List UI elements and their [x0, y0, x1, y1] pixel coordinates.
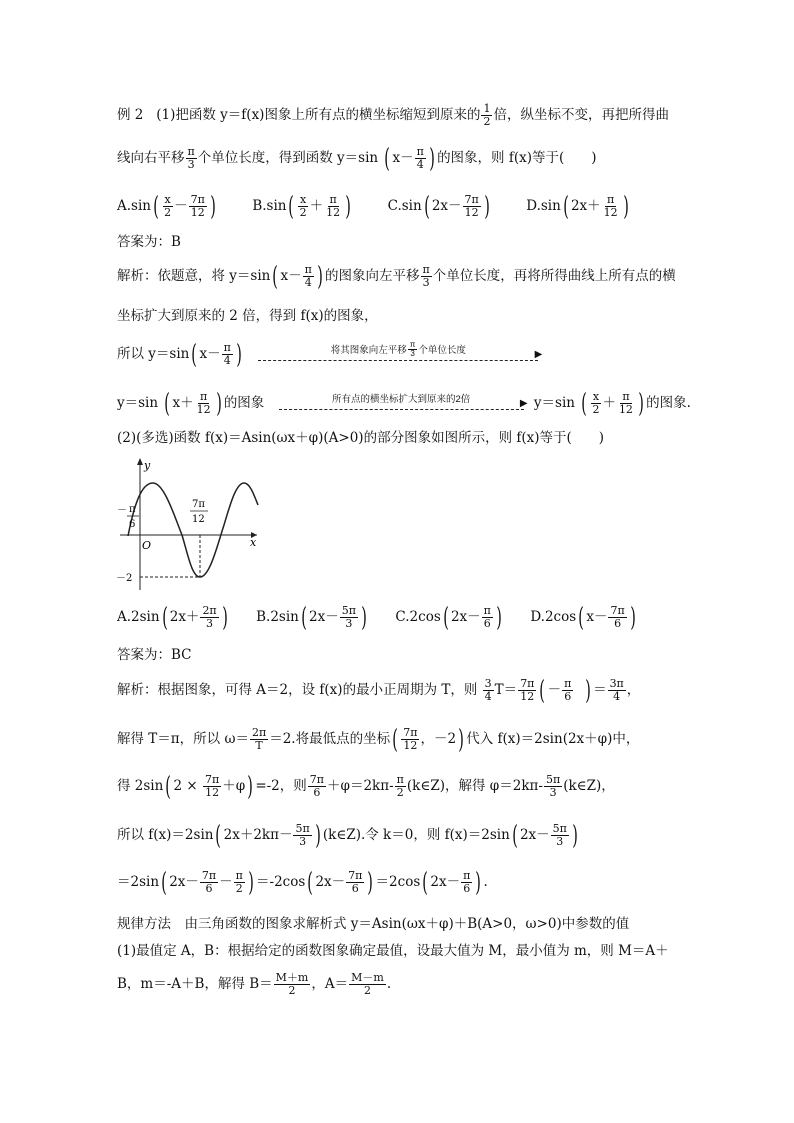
x-axis-label: x	[250, 536, 257, 549]
q1-option-b: B.sin( $\frac{x}{2}$ ＋ $\frac{\pi}{12}$ )	[252, 191, 352, 222]
seven-pi-over-12-num: 7π	[192, 499, 205, 510]
sol2-text-f: 解得 T＝π，所以 ω＝	[117, 731, 249, 747]
q2-text: (2)(多选)函数 f(x)＝Asin(ωx＋φ)(A>0)的部分图象如图所示，则 f(x)等于( )	[117, 430, 605, 446]
q2-options	[117, 602, 668, 633]
sol1-text-i: y＝sin	[533, 395, 575, 411]
q1-text-e: x－	[392, 150, 414, 166]
q1-text-b: 倍，纵坐标不变，再把所得曲	[493, 107, 669, 123]
sol1-text-k: 的图象.	[646, 395, 691, 411]
q2-option-b: B.2sin( 2x－ $\frac{5\pi}{3}$ )	[256, 602, 367, 633]
neg-pi-over-6-den: 6	[129, 519, 136, 530]
transform-arrow-2: 所有点的横坐标扩大到原来的2倍 ▶	[279, 392, 524, 416]
y-axis-arrow-icon	[137, 458, 143, 465]
answer-1: 答案为：B	[117, 234, 181, 250]
q1-text-c: 线向右平移	[117, 150, 185, 166]
neg-sign: －	[117, 505, 127, 516]
transform-arrow-1: 将其图象向左平移 $\frac{\pi}{3}$ 个单位长度 ▶	[258, 343, 538, 367]
rule-line-2: B，m＝-A＋B，解得 B＝	[117, 976, 273, 992]
q1-option-c: C.sin( 2x－ $\frac{7\pi}{12}$ )	[387, 191, 490, 222]
q2-option-d: D.2cos( x－ $\frac{7\pi}{6}$ )	[530, 602, 636, 633]
sol2-text-i: 代入 f(x)＝2sin(2x＋φ)中，	[466, 731, 640, 747]
fraction-pi-3: $\frac{\pi}{3}$	[187, 145, 195, 171]
sol1-text-f: y＝sin	[117, 395, 159, 411]
fraction-half: $\frac{1}{2}$	[483, 102, 491, 128]
y-axis-label: y	[144, 459, 151, 472]
q1-option-a: A.sin( $\frac{x}{2}$ － $\frac{7\pi}{12}$ )	[117, 191, 216, 222]
q1-options	[117, 191, 661, 222]
example-label: 例 2	[117, 107, 144, 123]
sol1-text-d: 坐标扩大到原来的 2 倍，得到 f(x)的图象，	[117, 308, 378, 324]
sol1-text-c: 个单位长度，再将所得曲线上所有点的横	[432, 268, 676, 284]
seven-pi-over-12-den: 12	[192, 514, 205, 525]
q2-option-a: A.2sin( 2x＋ $\frac{2\pi}{3}$ )	[117, 602, 228, 633]
sol1-text-b: 的图象向左平移	[325, 268, 420, 284]
q2-option-c: C.2cos( 2x－ $\frac{\pi}{6}$ )	[395, 602, 502, 633]
sol2-text-q: 所以 f(x)＝2sin	[117, 827, 214, 843]
origin-label: O	[142, 539, 152, 552]
q1-text-f: 的图象，则 f(x)等于( )	[437, 150, 597, 166]
neg-two-label: －2	[116, 573, 133, 584]
rule-title: 规律方法 由三角函数的图象求解析式 y＝Asin(ωx＋φ)＋B(A>0，ω>0)中参数的值	[117, 916, 630, 932]
q1-text-a: (1)把函数 y＝f(x)图象上所有点的横坐标缩短到原来的	[156, 107, 481, 123]
rule-line-1: (1)最值定 A，B：根据给定的函数图象确定最值，设最大值为 M，最小值为 m，则 M＝A＋	[117, 943, 669, 959]
sol1-text-e: 所以 y＝sin	[117, 346, 190, 362]
q1-text-d: 个单位长度，得到函数 y＝sin	[197, 150, 379, 166]
sol2-text-u: ＝2sin	[117, 874, 160, 890]
sol1-text-a: 解析：依题意，将 y＝sin	[117, 268, 271, 284]
sol2-text-a: 解析：根据图象，可得 A＝2，设 f(x)的最小正周期为 T，则	[117, 682, 478, 698]
answer-2: 答案为：BC	[117, 647, 192, 663]
sine-graph	[112, 455, 262, 595]
sol2-text-j: 得 2sin	[117, 778, 164, 794]
sine-curve	[128, 483, 258, 577]
sol1-text-h: 的图象	[223, 395, 265, 411]
neg-pi-over-6-num: π	[129, 504, 136, 515]
q1-option-d: D.sin( 2x＋ $\frac{\pi}{12}$ )	[526, 191, 629, 222]
